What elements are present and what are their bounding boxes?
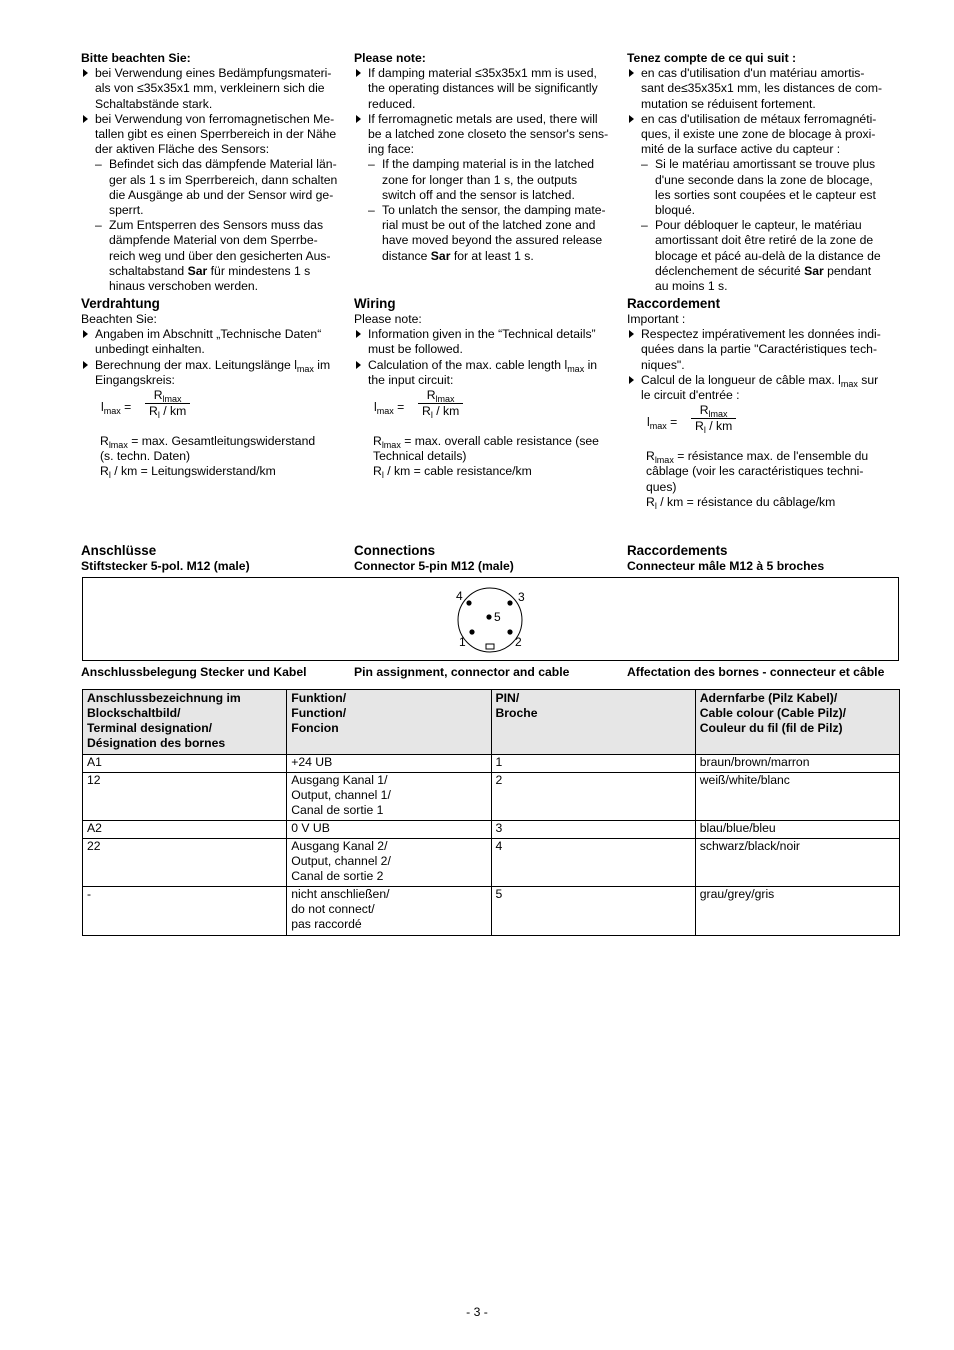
dash-item: – Si le matériau amortissant se trouve plus d'une seconde dans la zone de blocage, les sorties sont coupées et le capteur est bloqué. (627, 157, 892, 218)
table-cell: A1 (83, 755, 287, 773)
cable-length-formula: $l_{max}$ = $R_{lmax}$ $R_l$ / km (101, 388, 346, 434)
notes-heading: Please note: (354, 51, 426, 65)
wiring-intro: Please note: (354, 312, 422, 326)
wiring-intro: Beachten Sie: (81, 312, 157, 326)
bullet: Berechnung der max. Leitungslänge $l_{max}$ im Eingangskreis: (81, 358, 346, 388)
table-cell: schwarz/black/noir (695, 839, 899, 887)
connector-key (486, 644, 494, 649)
dash-item: – To unlatch the sensor, the damping mate- rial must be out of the latched zone and have moved beyond the assured release distance Sar for at least 1 s. (354, 203, 619, 264)
bullet: Information given in the “Technical details” must be followed. (354, 327, 619, 357)
bullet: Calcul de la longueur de câble max. $l_{max}$ sur le circuit d'entrée : (627, 373, 892, 403)
bullet: bei Verwendung von ferromagnetischen Me- tallen gibt es einen Sperrbereich in der Nähe der aktiven Fläche des Sensors: (81, 112, 346, 158)
connector-diagram (82, 577, 899, 661)
dash-item: – If the damping material is in the latched zone for longer than 1 s, the outputs switch off and the sensor is latched. (354, 157, 619, 203)
bullet: Angaben im Abschnitt „Technische Daten“ unbedingt einhalten. (81, 327, 346, 357)
connector-subheading: Connector 5-pin M12 (male) (354, 559, 514, 573)
assignment-heading-en: Pin assignment, connector and cable (354, 665, 570, 679)
notes-de (81, 51, 346, 294)
pin-3 (507, 600, 512, 605)
notes-heading: Bitte beachten Sie: (81, 51, 191, 65)
table-row (83, 773, 900, 821)
page-number: - 3 - (466, 1305, 488, 1319)
bullet: If ferromagnetic metals are used, there will be a latched zone closeto the sensor's sens- ing face: (354, 112, 619, 158)
column-header: Adernfarbe (Pilz Kabel)/ Cable colour (Cable Pilz)/ Couleur du fil (fil de Pilz) (695, 690, 899, 755)
connections-en (354, 543, 619, 574)
wiring-heading: Raccordement (627, 296, 721, 311)
wiring-intro: Important : (627, 312, 686, 326)
definition: $R_{lmax} = \max$. Gesamtleitungswiderstand (s. techn. Daten) (100, 434, 316, 464)
table-row (83, 821, 900, 839)
definition: $R_l$ / km = Leitungswiderstand/km (100, 464, 276, 481)
pin-label: 4 (456, 589, 463, 603)
table-cell: grau/grey/gris (695, 887, 899, 936)
table-cell: +24 UB (287, 755, 491, 773)
definition: $R_{lmax}$ = résistance max. de l'ensemble du câblage (voir les caractéristiques techni- ques) (646, 449, 869, 494)
connections-fr (627, 543, 892, 574)
table-cell: A2 (83, 821, 287, 839)
pin-4 (466, 600, 471, 605)
table-cell: Ausgang Kanal 1/ Output, channel 1/ Canal de sortie 1 (287, 773, 491, 821)
table-cell: weiß/white/blanc (695, 773, 899, 821)
table-header-row (83, 690, 900, 755)
cable-length-formula: $l_{max}$ = $R_{lmax}$ $R_l$ / km (374, 388, 619, 434)
bullet: en cas d'utilisation d'un matériau amortis- sant de≤35x35x1 mm, les distances de com- mutation se réduisent fortement. (627, 66, 892, 112)
pin-label: 3 (518, 590, 525, 604)
dash-item: – Pour débloquer le capteur, le matériau amortissant doit être retiré de la zone de blocage et pácé au-delà de la distance de déclenchement de sécurité Sar pendant au moins 1 s. (627, 218, 892, 294)
wiring-de (81, 296, 346, 480)
connections-heading: Raccordements (627, 543, 728, 558)
table-cell: 0 V UB (287, 821, 491, 839)
table-row (83, 839, 900, 887)
table-cell: 1 (491, 755, 695, 773)
connections-heading: Anschlüsse (81, 543, 157, 558)
table-cell: 3 (491, 821, 695, 839)
dash-item: – Zum Entsperren des Sensors muss das dämpfende Material von dem Sperrbe- reich weg und über den gesicherten Aus- schaltabstand Sar für mindestens 1 s hinaus verschoben werden. (81, 218, 346, 294)
bullet: Calculation of the max. cable length $l_{max}$ in the input circuit: (354, 358, 619, 388)
table-cell: blau/blue/bleu (695, 821, 899, 839)
pin-2 (507, 629, 512, 634)
table-cell: 12 (83, 773, 287, 821)
table-cell: Ausgang Kanal 2/ Output, channel 2/ Canal de sortie 2 (287, 839, 491, 887)
definition: $R_{lmax} = \max$. overall cable resistance (see Technical details) (373, 434, 599, 464)
connector-subheading: Connecteur mâle M12 à 5 broches (627, 559, 825, 573)
cable-length-formula: $l_{max}$ = $R_{lmax}$ $R_l$ / km (647, 403, 892, 449)
bullet: Respectez impérativement les données indi- quées dans la partie "Caractéristiques tech- niques". (627, 327, 892, 373)
wiring-en (354, 296, 619, 480)
m12-connector-icon (83, 578, 898, 660)
dash-item: – Befindet sich das dämpfende Material län- ger als 1 s im Sperrbereich, dann schalten die Ausgänge ab und der Sensor wird ge- sperrt. (81, 157, 346, 218)
table-row (83, 887, 900, 936)
connections-heading: Connections (354, 543, 436, 558)
table-cell: nicht anschließen/ do not connect/ pas raccordé (287, 887, 491, 936)
assignment-heading-de: Anschlussbelegung Stecker und Kabel (81, 665, 307, 679)
table-cell: braun/brown/marron (695, 755, 899, 773)
pin-label: 2 (515, 635, 522, 649)
column-header: Funktion/ Function/ Foncion (287, 690, 491, 755)
bullet: en cas d'utilisation de métaux ferromagnéti- ques, il existe une zone de blocage à proxi- mité de la surface active du capteur : (627, 112, 892, 158)
notes-en (354, 51, 619, 264)
definition: $R_l$ / km = résistance du câblage/km (646, 494, 836, 511)
table-row (83, 755, 900, 773)
table-cell: - (83, 887, 287, 936)
table-cell: 5 (491, 887, 695, 936)
column-header: PIN/ Broche (491, 690, 695, 755)
table-cell: 22 (83, 839, 287, 887)
wiring-heading: Wiring (354, 296, 396, 311)
connections-de (81, 543, 346, 574)
bullet: bei Verwendung eines Bedämpfungsmateri- als von ≤35x35x1 mm, verkleinern sich die Schaltabstände stark. (81, 66, 346, 112)
column-header: Anschlussbezeichnung im Blockschaltbild/ Terminal designation/ Désignation des bornes (83, 690, 287, 755)
table-cell: 2 (491, 773, 695, 821)
definition: $R_l$ / km = cable resistance/km (373, 464, 532, 481)
pin-5 (486, 614, 491, 619)
notes-heading: Tenez compte de ce qui suit : (627, 51, 797, 65)
assignment-heading-fr: Affectation des bornes - connecteur et câble (627, 665, 885, 679)
pin-assignment-table (82, 689, 900, 936)
connector-subheading: Stiftstecker 5-pol. M12 (male) (81, 559, 250, 573)
notes-fr (627, 51, 892, 294)
wiring-fr (627, 296, 892, 510)
bullet: If damping material ≤35x35x1 mm is used, the operating distances will be significantly reduced. (354, 66, 619, 112)
table-cell: 4 (491, 839, 695, 887)
pin-1 (469, 629, 474, 634)
pin-label: 5 (494, 610, 501, 624)
wiring-heading: Verdrahtung (81, 296, 160, 311)
pin-label: 1 (459, 635, 466, 649)
